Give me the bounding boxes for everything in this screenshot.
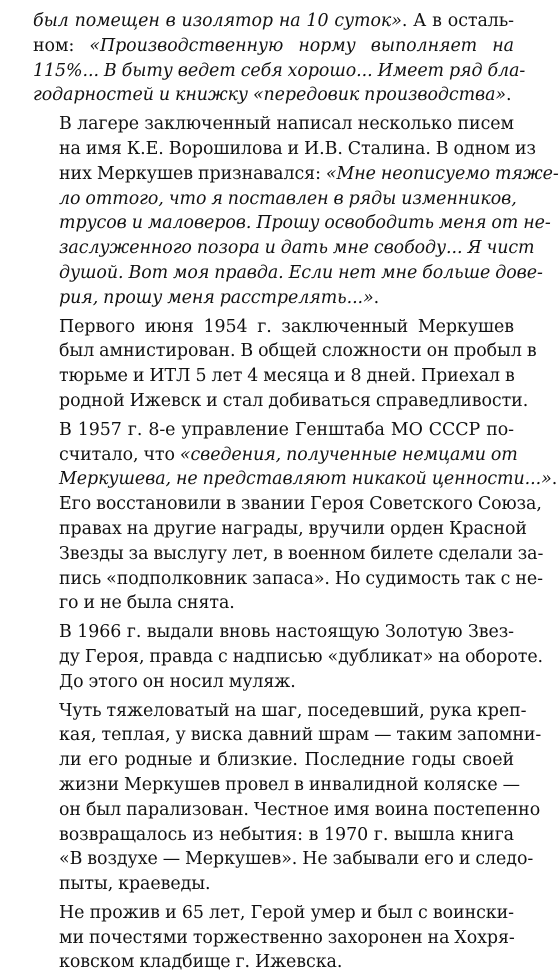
text-line <box>33 748 514 773</box>
text-line <box>33 492 542 517</box>
italic-quote-segment: был помещен в изолятор на 10 суток» <box>33 11 402 31</box>
text-segment: на имя К.Е. Ворошилова и И.В. Сталина. В одном из <box>59 138 536 159</box>
text-line <box>33 112 514 137</box>
text-line <box>33 418 514 443</box>
text-segment: Звезды за выслугу лет, в военном билете сделали за- <box>59 543 544 564</box>
text-segment: возвращалось из небытия: в 1970 г. вышла книга <box>59 824 514 845</box>
text-line <box>33 162 559 187</box>
text-line <box>33 83 514 108</box>
text-segment: родной Ижевск и стал добиваться справедливости. <box>59 390 529 411</box>
text-segment: В 1957 г. 8-е управление Генштаба МО СССР по- <box>59 419 514 440</box>
text-segment: Не прожив и 65 лет, Герой умер и был с воински- <box>59 902 514 923</box>
text-segment: . <box>551 469 558 490</box>
text-segment: правах на другие награды, вручили орден Красной <box>59 518 527 539</box>
paragraph-p6 <box>33 699 542 897</box>
italic-quote-segment: Меркушева, не представляют никакой ценности...» <box>59 469 552 490</box>
italic-quote-segment: 115%... В быту ведет себя хорошо... Имеет ряд бла- <box>33 60 526 81</box>
text-line <box>33 950 514 975</box>
text-line <box>33 542 544 567</box>
italic-quote-segment: рия, прошу меня расстрелять...» <box>59 287 374 308</box>
text-line <box>33 699 527 724</box>
italic-quote-segment: «Производственную норму выполняет на <box>89 35 514 56</box>
text-line <box>33 723 542 748</box>
text-line <box>33 211 551 236</box>
paragraph-p7 <box>33 901 514 975</box>
italic-quote-segment: годарностей и книжку «передовик производства» <box>33 85 506 106</box>
text-segment: он был парализован. Честное имя воина постепенно <box>59 799 541 820</box>
paragraph-p3 <box>33 315 537 414</box>
text-line <box>33 34 514 59</box>
text-line <box>33 467 558 492</box>
paragraph-p2 <box>33 112 559 310</box>
text-segment: До этого он носил муляж. <box>59 671 296 692</box>
text-line <box>33 872 514 897</box>
italic-quote-segment: заслуженного позора и дать мне свободу... Я чист <box>59 238 535 259</box>
text-line <box>33 364 514 389</box>
paragraph-p5 <box>33 620 544 694</box>
text-line <box>33 798 541 823</box>
text-line <box>33 339 537 364</box>
text-segment: ду Героя, правда с надписью «дубликат» на обороте. <box>59 646 544 667</box>
text-segment: был амнистирован. В общей сложности он пробыл в <box>59 341 537 362</box>
text-segment: них Меркушев признавался: <box>59 163 326 184</box>
text-line <box>33 670 514 695</box>
text-line <box>33 517 527 542</box>
text-line <box>33 773 520 798</box>
paragraph-p1 <box>33 9 526 108</box>
text-segment: жизни Меркушев провел в инвалидной коляске — <box>59 774 520 795</box>
italic-quote-segment: «Мне неописуемо тяже- <box>325 163 559 184</box>
text-segment: пись «подполковник запаса». Но судимость так с не- <box>59 568 543 589</box>
text-line <box>33 315 514 340</box>
text-segment: ном: <box>33 35 90 56</box>
italic-quote-segment: «сведения, полученные немцами от <box>179 444 518 465</box>
text-segment: считало, что <box>59 444 180 465</box>
text-segment: Чуть тяжеловатый на шаг, поседевший, рука креп- <box>59 700 527 721</box>
text-segment: В лагере заключенный написал несколько писем <box>59 114 514 135</box>
italic-quote-segment: душой. Вот моя правда. Если нет мне больше дове- <box>59 262 543 283</box>
text-line <box>33 567 543 592</box>
text-segment: кая, теплая, у виска давний шрам — таким запомни- <box>59 725 542 746</box>
text-segment: ковском кладбище г. Ижевска. <box>59 952 343 973</box>
text-line <box>33 59 526 84</box>
text-line <box>33 823 514 848</box>
text-segment: . <box>506 85 512 106</box>
text-segment: . А в осталь- <box>401 11 515 31</box>
text-line <box>33 9 514 34</box>
text-line <box>33 389 529 414</box>
text-segment: ли его родные и близкие. Последние годы своей <box>59 750 514 771</box>
text-line <box>33 926 514 951</box>
paragraph-p4 <box>33 418 558 616</box>
text-line <box>33 645 544 670</box>
text-segment: тюрьме и ИТЛ 5 лет 4 месяца и 8 дней. Приехал в <box>59 366 515 387</box>
text-segment: В 1966 г. выдали вновь настоящую Золотую Звез- <box>59 622 514 643</box>
text-segment: пыты, краеведы. <box>59 874 211 895</box>
text-segment: го и не была снята. <box>59 593 235 614</box>
text-line <box>33 591 514 616</box>
text-line <box>33 236 535 261</box>
text-segment: . <box>373 287 380 308</box>
text-segment: «В воздухе — Меркушев». Не забывали его и следо- <box>59 849 534 870</box>
text-segment: ми почестями торжественно захоронен на Хохря- <box>59 927 515 948</box>
text-segment: Его восстановили в звании Героя Советского Союза, <box>59 494 542 515</box>
italic-quote-segment: ло оттого, что я поставлен в ряды изменников, <box>59 188 517 209</box>
text-segment: Первого июня 1954 г. заключенный Меркушев <box>59 316 514 337</box>
text-line <box>33 137 536 162</box>
text-line <box>33 443 518 468</box>
text-line <box>33 901 514 926</box>
text-line <box>33 261 543 286</box>
text-line <box>33 187 517 212</box>
text-line <box>33 620 514 645</box>
italic-quote-segment: трусов и маловеров. Прошу освободить меня от не- <box>59 213 551 234</box>
text-line <box>33 286 514 311</box>
text-line <box>33 847 534 872</box>
